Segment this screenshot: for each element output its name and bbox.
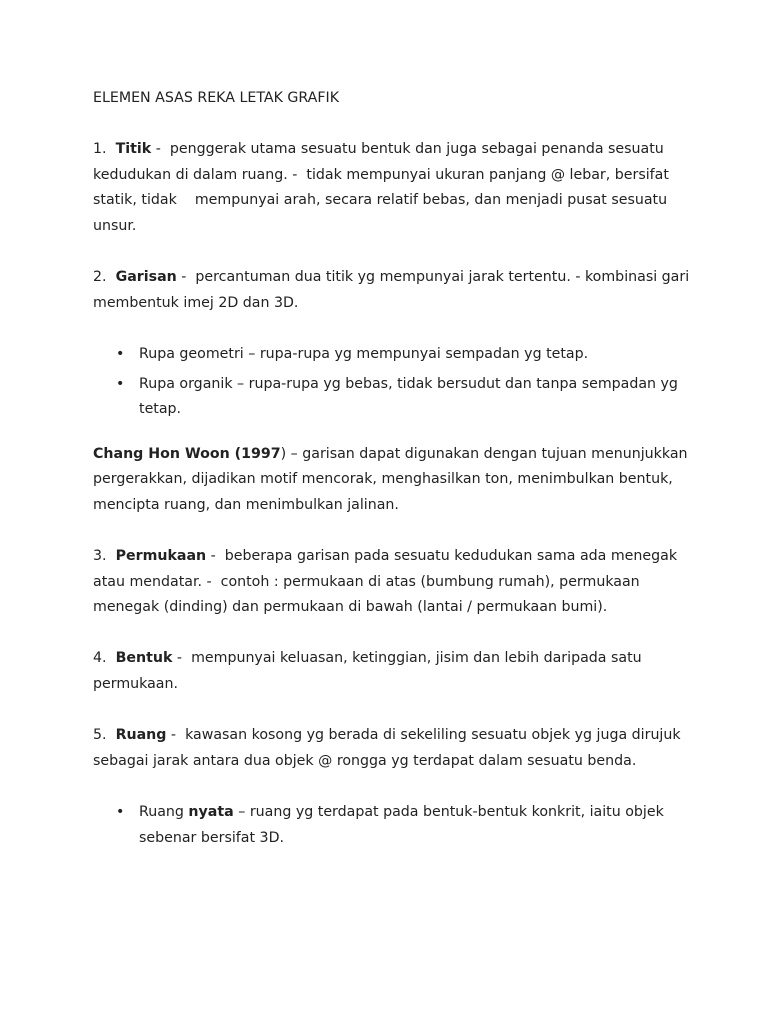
list-item (93, 372, 698, 423)
section-titik (93, 137, 698, 239)
section-number: 1. (93, 141, 112, 158)
section-text: - kawasan kosong yg berada di sekeliling sesuatu objek yg juga dirujuk sebagai jarak antara dua objek @ rongga yg terdapat dalam sesuatu benda. (93, 727, 686, 769)
section-permukaan (93, 544, 698, 621)
section-term: Bentuk (115, 650, 173, 667)
section-term: Permukaan (115, 548, 207, 565)
bullet-icon: • (116, 804, 125, 821)
section-text: - penggerak utama sesuatu bentuk dan juga sebagai penanda sesuatu kedudukan di dalam ruang. - tidak mempunyai ukuran panjang @ lebar, bersifat statik, tidak mempunyai arah, secara relatif bebas, dan menjadi pusat sesuatu unsur. (93, 141, 686, 234)
ruang-bullet-list (93, 800, 698, 851)
section-text: - beberapa garisan pada sesuatu kedudukan sama ada menegak atau mendatar. - contoh : permukaan di atas (bumbung rumah), permukaan menegak (dinding) dan permukaan di bawah (lantai / permukaan bumi). (93, 548, 682, 616)
list-item-text: Rupa geometri – rupa-rupa yg mempunyai sempadan yg tetap. (139, 345, 589, 362)
section-term: Ruang (115, 727, 167, 744)
section-term: Garisan (115, 269, 177, 286)
list-item-post: – ruang yg terdapat pada bentuk-bentuk konkrit, iaitu objek sebenar bersifat 3D. (139, 804, 664, 846)
list-item-text: Rupa organik – rupa-rupa yg bebas, tidak bersudut dan tanpa sempadan yg tetap. (139, 375, 678, 418)
section-number: 3. (93, 548, 112, 565)
section-term: Titik (115, 141, 152, 158)
quote-paragraph (93, 442, 698, 519)
list-item (93, 800, 698, 851)
bullet-icon: • (116, 345, 125, 362)
section-ruang (93, 723, 698, 774)
section-number: 4. (93, 650, 112, 667)
bullet-icon: • (116, 375, 125, 392)
quote-text: ) – garisan dapat digunakan dengan tujuan menunjukkan pergerakkan, dijadikan motif mencorak, menghasilkan ton, menimbulkan bentuk, mencipta ruang, dan menimbulkan jalinan. (93, 445, 688, 513)
document-title: ELEMEN ASAS REKA LETAK GRAFIK (93, 90, 340, 106)
quote-author: Chang Hon Woon (1997 (93, 445, 281, 462)
section-text: - mempunyai keluasan, ketinggian, jisim dan lebih daripada satu permukaan. (93, 650, 647, 693)
section-text: - percantuman dua titik yg mempunyai jarak tertentu. - kombinasi gari membentuk imej 2D dan 3D. (93, 269, 694, 311)
section-number: 5. (93, 727, 112, 744)
list-item-pre: Ruang (139, 804, 189, 821)
section-number: 2. (93, 269, 112, 286)
section-bentuk (93, 646, 698, 697)
garisan-bullet-list (93, 342, 698, 423)
list-item (93, 342, 698, 368)
list-item-term: nyata (188, 804, 234, 821)
section-garisan (93, 265, 698, 316)
